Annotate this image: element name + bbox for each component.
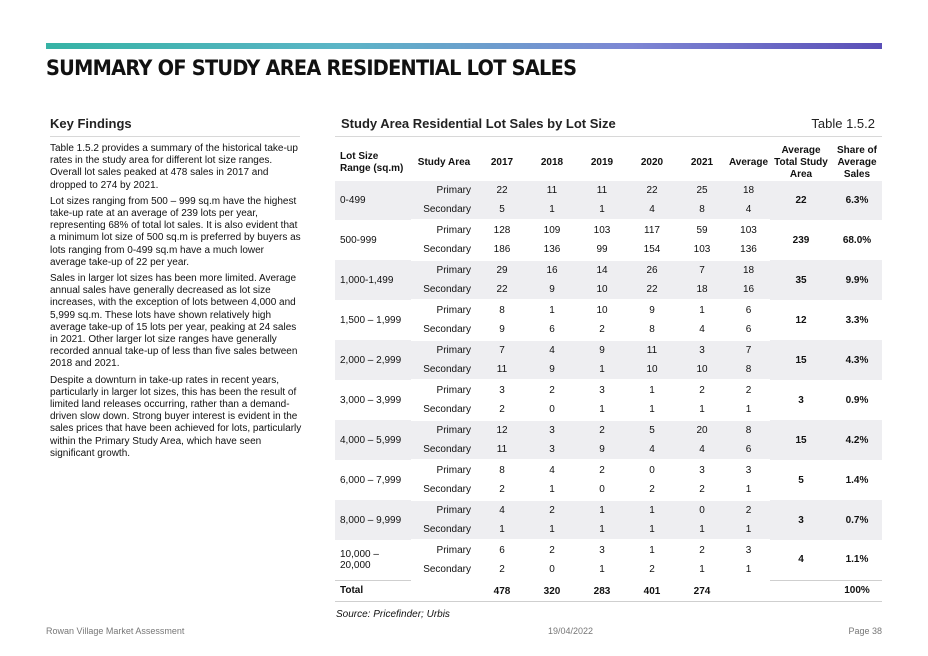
- footer-document-title: Rowan Village Market Assessment: [46, 626, 185, 636]
- table-cell: 283: [577, 580, 627, 602]
- table-cell: 100%: [832, 580, 882, 602]
- table-cell: 136: [727, 240, 770, 260]
- table-row: [335, 260, 882, 280]
- average-total-cell: 4: [798, 554, 804, 566]
- share-cell: 6.3%: [832, 181, 882, 220]
- table-cell: 1: [577, 400, 627, 420]
- share-cell: 3.3%: [845, 314, 869, 326]
- table-cell: 20: [677, 420, 727, 440]
- table-cell: 117: [644, 225, 660, 236]
- table-cell: 4: [477, 500, 527, 520]
- lot-size-range: 500-999: [340, 234, 377, 246]
- table-cell: 0: [677, 500, 727, 520]
- table-cell: 22: [477, 181, 527, 200]
- table-cell: 3: [677, 340, 727, 360]
- share-cell: 1.4%: [845, 474, 869, 486]
- table-cell: 1: [727, 520, 770, 540]
- lot-size-range: 1,500 – 1,999: [340, 314, 402, 326]
- key-findings-paragraph: Table 1.5.2 provides a summary of the historical take-up rates in the study area for different lot size ranges. Overall lot sales peaked at 478 sales in 2017 and dropped to 274 by 2021.: [50, 143, 298, 191]
- table-cell: 2: [677, 480, 727, 500]
- table-cell: 2: [577, 320, 627, 340]
- table-cell: 4: [527, 340, 577, 360]
- study-area: Primary: [436, 545, 471, 556]
- table-cell: 8: [627, 320, 677, 340]
- lot-size-range: 1,000-1,499: [335, 260, 411, 300]
- table-cell: [727, 580, 770, 602]
- table-cell: 1: [577, 560, 627, 580]
- table-row: [335, 340, 882, 360]
- table-cell: 18: [727, 260, 770, 280]
- header-area: Study Area: [417, 157, 471, 168]
- table-cell: 9: [527, 280, 577, 300]
- total-label: Total: [335, 580, 411, 602]
- table-cell: 1: [727, 400, 770, 420]
- table-number: Table 1.5.2: [811, 116, 875, 131]
- table-cell: 10: [627, 360, 677, 380]
- table-cell: 7: [727, 340, 770, 360]
- header-2018: 2018: [540, 157, 564, 168]
- table-row: [335, 220, 882, 240]
- table-cell: 29: [477, 260, 527, 280]
- table-cell: 10: [596, 305, 608, 316]
- table-cell: 99: [577, 240, 627, 260]
- table-row: [335, 540, 882, 560]
- table-header-row: [335, 145, 882, 181]
- table-cell: 2: [627, 560, 677, 580]
- lot-size-range: 4,000 – 5,999: [335, 420, 411, 460]
- header-range: Lot Size Range (sq.m): [340, 151, 404, 174]
- share-cell: 9.9%: [832, 260, 882, 300]
- table-heading: Study Area Residential Lot Sales by Lot Size: [341, 116, 616, 131]
- key-findings-body: [50, 143, 302, 464]
- header-2021: 2021: [690, 157, 714, 168]
- table-cell: 2: [527, 500, 577, 520]
- table-cell: 22: [477, 280, 527, 300]
- table-cell: 8: [727, 360, 770, 380]
- share-cell: 1.1%: [845, 554, 869, 566]
- table-cell: 1: [677, 520, 727, 540]
- table-cell: 7: [677, 260, 727, 280]
- table-cell: 16: [527, 260, 577, 280]
- table-cell: 1: [527, 200, 577, 220]
- table-cell: 9: [577, 340, 627, 360]
- table-cell: 11: [527, 181, 577, 200]
- table-cell: 3: [699, 465, 705, 476]
- table-cell: 4: [677, 320, 727, 340]
- table-cell: 3: [599, 545, 605, 556]
- key-findings-paragraph: Sales in larger lot sizes has been more limited. Average annual sales have generally decreased as lot size increases, with the exception of lots between 4,000 and 5,999 sq.m. These lots have shown relatively high average take-up of 15 lots per year, peaking at 24 sales in 2021. Other larger lot size ranges have generally recorded annual take-up of less than five sales between 2018 and 2021.: [50, 273, 298, 370]
- table-cell: 1: [677, 400, 727, 420]
- average-total-cell: 15: [770, 340, 832, 380]
- table-cell: 6: [527, 320, 577, 340]
- table-cell: 0: [527, 400, 577, 420]
- study-area: Secondary: [411, 440, 477, 460]
- table-cell: 274: [677, 580, 727, 602]
- table-cell: 22: [627, 280, 677, 300]
- table-cell: 11: [627, 340, 677, 360]
- study-area: Primary: [436, 225, 471, 236]
- table-cell: [770, 580, 832, 602]
- table-cell: 0: [577, 480, 627, 500]
- study-area: Primary: [411, 420, 477, 440]
- table-cell: 103: [740, 225, 757, 236]
- average-total-cell: 22: [770, 181, 832, 220]
- table-cell: 478: [477, 580, 527, 602]
- table-cell: 2: [549, 385, 555, 396]
- study-area: Secondary: [411, 480, 477, 500]
- table-cell: 1: [527, 480, 577, 500]
- table-row: [335, 460, 882, 480]
- table-cell: 4: [727, 200, 770, 220]
- table-cell: 1: [627, 400, 677, 420]
- table-cell: 6: [745, 305, 752, 316]
- table-cell: 2: [699, 545, 705, 556]
- lot-size-range: 6,000 – 7,999: [340, 474, 402, 486]
- header-2019: 2019: [590, 157, 614, 168]
- divider: [50, 136, 300, 137]
- share-cell: 68.0%: [842, 234, 872, 246]
- table-cell: 8: [499, 465, 505, 476]
- key-findings-paragraph: Lot sizes ranging from 500 – 999 sq.m have the highest take-up rate at an average of 239 lots per year, representing 68% of total lot sales. It is also evident that a minimum lot size of 500 sq.m is preferred by buyers as lots ranging from 0-499 sq.m have a much lower average take-up of 22 per year.: [50, 195, 301, 268]
- header-average-total: Average Total Study Area: [774, 145, 828, 180]
- study-area: Primary: [436, 385, 471, 396]
- table-cell: 9: [649, 305, 655, 316]
- table-cell: 2: [477, 480, 527, 500]
- study-area: Secondary: [411, 360, 477, 380]
- share-cell: 4.2%: [832, 420, 882, 460]
- average-total-cell: 35: [770, 260, 832, 300]
- table-cell: 2: [727, 500, 770, 520]
- table-cell: 1: [527, 520, 577, 540]
- table-cell: 2: [745, 385, 752, 396]
- lot-size-range: 8,000 – 9,999: [335, 500, 411, 540]
- header-average: Average: [728, 157, 769, 168]
- study-area: Primary: [436, 465, 471, 476]
- study-area: Secondary: [411, 560, 477, 580]
- lot-size-range: 10,000 – 20,000: [340, 548, 379, 571]
- key-findings-paragraph: Despite a downturn in take-up rates in recent years, particularly in larger lot sizes, this has been the result of limited land releases occurring, rather than a demand-driven slow down. Strong buyer interest is evident in the sales prices that have been achieved for lots, particularly within the Primary Study Area, which have seen significant growth.: [50, 374, 302, 459]
- table-cell: 3: [745, 465, 752, 476]
- table-cell: 1: [477, 520, 527, 540]
- table-cell: 2: [477, 400, 527, 420]
- study-area: Secondary: [411, 400, 477, 420]
- table-cell: 8: [677, 200, 727, 220]
- table-row: [335, 500, 882, 520]
- lot-size-range: 2,000 – 2,999: [335, 340, 411, 380]
- table-cell: 8: [499, 305, 505, 316]
- table-cell: 401: [627, 580, 677, 602]
- average-total-cell: 239: [792, 234, 810, 246]
- table-cell: 103: [677, 240, 727, 260]
- table-cell: 26: [627, 260, 677, 280]
- accent-bar: [46, 43, 882, 49]
- table-cell: 11: [477, 360, 527, 380]
- table-cell: 1: [677, 560, 727, 580]
- table-cell: 1: [577, 520, 627, 540]
- table-cell: 14: [577, 260, 627, 280]
- table-cell: 11: [577, 181, 627, 200]
- average-total-cell: 5: [798, 474, 804, 486]
- footer-page-number: Page 38: [848, 626, 882, 636]
- table-cell: 103: [593, 225, 611, 236]
- table-cell: 25: [677, 181, 727, 200]
- table-cell: 6: [727, 440, 770, 460]
- table-cell: 1: [699, 305, 705, 316]
- study-area: Secondary: [411, 240, 477, 260]
- table-cell: 16: [727, 280, 770, 300]
- average-total-cell: 3: [770, 500, 832, 540]
- table-cell: 10: [577, 280, 627, 300]
- table-cell: 2: [627, 480, 677, 500]
- table-cell: [411, 580, 477, 602]
- header-share: Share of Average Sales: [836, 145, 877, 180]
- table-row: [335, 420, 882, 440]
- table-cell: 2: [699, 385, 705, 396]
- total-row: [335, 580, 882, 602]
- table-cell: 3: [499, 385, 505, 396]
- table-row: [335, 300, 882, 320]
- study-area: Primary: [411, 181, 477, 200]
- table-row: [335, 181, 882, 200]
- table-cell: 10: [677, 360, 727, 380]
- study-area: Secondary: [411, 520, 477, 540]
- table-cell: 9: [527, 360, 577, 380]
- table-cell: 7: [477, 340, 527, 360]
- header-2020: 2020: [640, 157, 664, 168]
- table-cell: 2: [549, 545, 555, 556]
- table-cell: 3: [599, 385, 605, 396]
- study-area: Secondary: [411, 200, 477, 220]
- table-cell: 136: [527, 240, 577, 260]
- table-cell: 59: [696, 225, 708, 236]
- share-cell: 0.7%: [832, 500, 882, 540]
- table-row: [335, 380, 882, 400]
- key-findings-heading: Key Findings: [50, 116, 132, 131]
- study-area: Secondary: [411, 320, 477, 340]
- study-area: Primary: [411, 500, 477, 520]
- study-area: Primary: [411, 260, 477, 280]
- table-cell: 6: [499, 545, 505, 556]
- table-cell: 4: [549, 465, 555, 476]
- table-cell: 2: [477, 560, 527, 580]
- table-cell: 1: [649, 385, 655, 396]
- table-cell: 22: [627, 181, 677, 200]
- table-cell: 128: [493, 225, 511, 236]
- table-cell: 3: [527, 440, 577, 460]
- table-cell: 11: [477, 440, 527, 460]
- table-cell: 2: [599, 465, 605, 476]
- divider: [335, 136, 882, 137]
- table-cell: 12: [477, 420, 527, 440]
- page-title: SUMMARY OF STUDY AREA RESIDENTIAL LOT SALES: [46, 56, 577, 80]
- average-total-cell: 12: [795, 314, 807, 326]
- table-cell: 18: [727, 181, 770, 200]
- average-total-cell: 15: [770, 420, 832, 460]
- lot-size-range: 3,000 – 3,999: [340, 394, 402, 406]
- table-cell: 1: [649, 545, 655, 556]
- study-area: Secondary: [411, 280, 477, 300]
- study-area: Primary: [411, 340, 477, 360]
- table-cell: 1: [627, 520, 677, 540]
- table-cell: 1: [549, 305, 555, 316]
- table-cell: 8: [727, 420, 770, 440]
- average-total-cell: 3: [798, 394, 804, 406]
- table-cell: 9: [477, 320, 527, 340]
- table-cell: 2: [577, 420, 627, 440]
- table-source: Source: Pricefinder; Urbis: [336, 609, 450, 620]
- table-cell: 3: [527, 420, 577, 440]
- table-cell: 1: [577, 200, 627, 220]
- table-cell: 4: [627, 440, 677, 460]
- table-cell: 1: [727, 560, 770, 580]
- table-cell: 4: [627, 200, 677, 220]
- table-cell: 186: [477, 240, 527, 260]
- header-2017: 2017: [490, 157, 514, 168]
- table-cell: 5: [477, 200, 527, 220]
- table-cell: 320: [527, 580, 577, 602]
- study-area: Primary: [436, 305, 471, 316]
- table-cell: 3: [745, 545, 752, 556]
- share-cell: 4.3%: [832, 340, 882, 380]
- table-cell: 1: [577, 500, 627, 520]
- table-cell: 154: [627, 240, 677, 260]
- lot-sales-table: [335, 145, 882, 602]
- table-cell: 4: [677, 440, 727, 460]
- share-cell: 0.9%: [845, 394, 869, 406]
- table-cell: 0: [649, 465, 655, 476]
- table-cell: 6: [727, 320, 770, 340]
- table-cell: 18: [677, 280, 727, 300]
- table-cell: 1: [577, 360, 627, 380]
- lot-size-range: 0-499: [335, 181, 411, 220]
- table-cell: 109: [543, 225, 561, 236]
- footer-date: 19/04/2022: [548, 626, 594, 636]
- table-cell: 1: [727, 480, 770, 500]
- table-cell: 9: [577, 440, 627, 460]
- table-cell: 5: [627, 420, 677, 440]
- table-cell: 1: [627, 500, 677, 520]
- table-cell: 0: [527, 560, 577, 580]
